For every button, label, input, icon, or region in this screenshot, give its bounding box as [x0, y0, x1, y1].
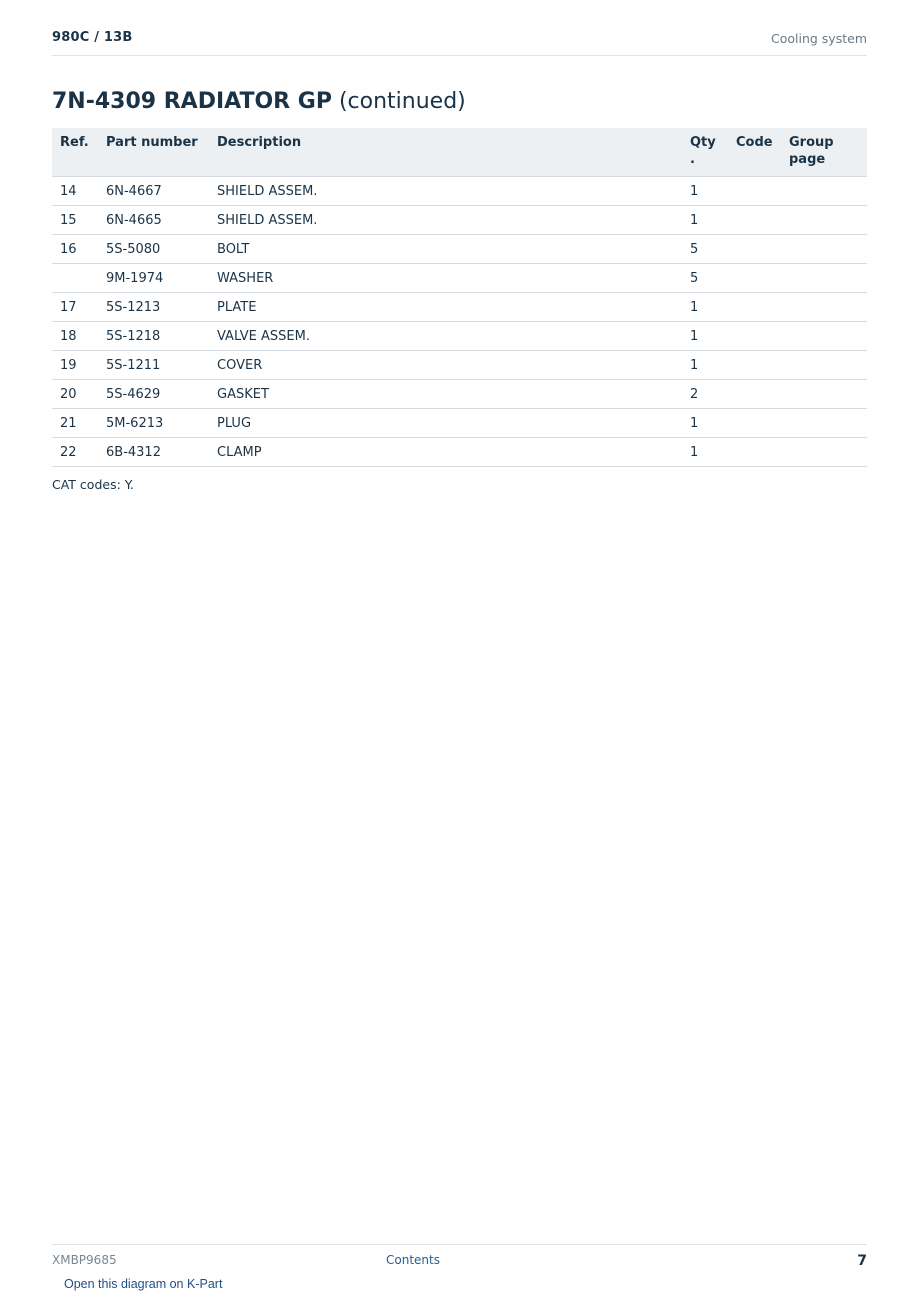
table-row	[52, 264, 867, 293]
cell-ref: 17	[52, 293, 98, 322]
cell-ref: 19	[52, 351, 98, 380]
model-label: 980C / 13B	[52, 30, 133, 45]
cell-ref: 14	[52, 177, 98, 206]
table-row	[52, 177, 867, 206]
cell-qty: 1	[682, 322, 728, 351]
cell-qty: 1	[682, 293, 728, 322]
cell-description: SHIELD ASSEM.	[209, 177, 682, 206]
cell-description: GASKET	[209, 380, 682, 409]
col-header-group-line1: Group	[789, 135, 834, 150]
table-row	[52, 438, 867, 467]
col-header-part-number: Part number	[98, 128, 209, 177]
cell-qty: 1	[682, 438, 728, 467]
cell-qty: 5	[682, 235, 728, 264]
col-header-qty-line1: Qty	[690, 135, 716, 150]
section-label: Cooling system	[771, 31, 867, 46]
assembly-title: 7N-4309 RADIATOR GP	[52, 89, 332, 114]
cell-code	[728, 293, 781, 322]
cell-code	[728, 351, 781, 380]
cell-part-number: 5S-5080	[98, 235, 209, 264]
cell-part-number: 6N-4667	[98, 177, 209, 206]
cell-group-page	[781, 264, 867, 293]
col-header-description: Description	[209, 128, 682, 177]
cell-qty: 1	[682, 206, 728, 235]
cell-group-page	[781, 235, 867, 264]
cell-description: CLAMP	[209, 438, 682, 467]
cell-group-page	[781, 409, 867, 438]
cell-ref: 16	[52, 235, 98, 264]
page-number: 7	[857, 1253, 867, 1269]
document-id: XMBP9685	[52, 1253, 117, 1267]
cell-part-number: 5S-1213	[98, 293, 209, 322]
cell-group-page	[781, 322, 867, 351]
cell-qty: 2	[682, 380, 728, 409]
cell-group-page	[781, 206, 867, 235]
cell-code	[728, 206, 781, 235]
cell-qty: 5	[682, 264, 728, 293]
cell-ref	[52, 264, 98, 293]
cell-part-number: 9M-1974	[98, 264, 209, 293]
page-title	[52, 89, 466, 114]
cell-group-page	[781, 177, 867, 206]
table-row	[52, 351, 867, 380]
cell-ref: 22	[52, 438, 98, 467]
cell-description: COVER	[209, 351, 682, 380]
cell-description: PLUG	[209, 409, 682, 438]
table-row	[52, 293, 867, 322]
cell-group-page	[781, 438, 867, 467]
cell-code	[728, 235, 781, 264]
cell-part-number: 5S-1218	[98, 322, 209, 351]
cell-code	[728, 409, 781, 438]
cell-group-page	[781, 351, 867, 380]
cell-code	[728, 438, 781, 467]
col-header-code: Code	[728, 128, 781, 177]
cell-ref: 18	[52, 322, 98, 351]
contents-link[interactable]: Contents	[386, 1253, 440, 1267]
cell-description: WASHER	[209, 264, 682, 293]
page-footer	[52, 1244, 867, 1301]
col-header-group-page	[781, 128, 867, 177]
cell-group-page	[781, 380, 867, 409]
page-header	[52, 28, 867, 56]
parts-table-header	[52, 128, 867, 177]
table-row	[52, 322, 867, 351]
cell-code	[728, 322, 781, 351]
cell-ref: 21	[52, 409, 98, 438]
parts-table-body	[52, 177, 867, 467]
cell-qty: 1	[682, 177, 728, 206]
kpart-diagram-link[interactable]: Open this diagram on K-Part	[64, 1277, 223, 1291]
cell-part-number: 5S-1211	[98, 351, 209, 380]
col-header-qty	[682, 128, 728, 177]
cell-part-number: 6N-4665	[98, 206, 209, 235]
cell-qty: 1	[682, 409, 728, 438]
col-header-qty-line2: .	[690, 152, 695, 167]
cell-qty: 1	[682, 351, 728, 380]
cell-description: PLATE	[209, 293, 682, 322]
col-header-group-line2: page	[789, 152, 826, 167]
cell-part-number: 5M-6213	[98, 409, 209, 438]
parts-table	[52, 128, 867, 467]
cell-group-page	[781, 293, 867, 322]
cell-description: SHIELD ASSEM.	[209, 206, 682, 235]
table-row	[52, 206, 867, 235]
cell-ref: 15	[52, 206, 98, 235]
cell-part-number: 5S-4629	[98, 380, 209, 409]
cat-codes-note: CAT codes: Y.	[52, 477, 134, 492]
table-row	[52, 235, 867, 264]
cell-code	[728, 264, 781, 293]
table-row	[52, 409, 867, 438]
cell-part-number: 6B-4312	[98, 438, 209, 467]
cell-description: VALVE ASSEM.	[209, 322, 682, 351]
table-row	[52, 380, 867, 409]
cell-description: BOLT	[209, 235, 682, 264]
col-header-ref: Ref.	[52, 128, 98, 177]
cell-code	[728, 177, 781, 206]
cell-ref: 20	[52, 380, 98, 409]
continued-label: (continued)	[338, 89, 466, 114]
cell-code	[728, 380, 781, 409]
